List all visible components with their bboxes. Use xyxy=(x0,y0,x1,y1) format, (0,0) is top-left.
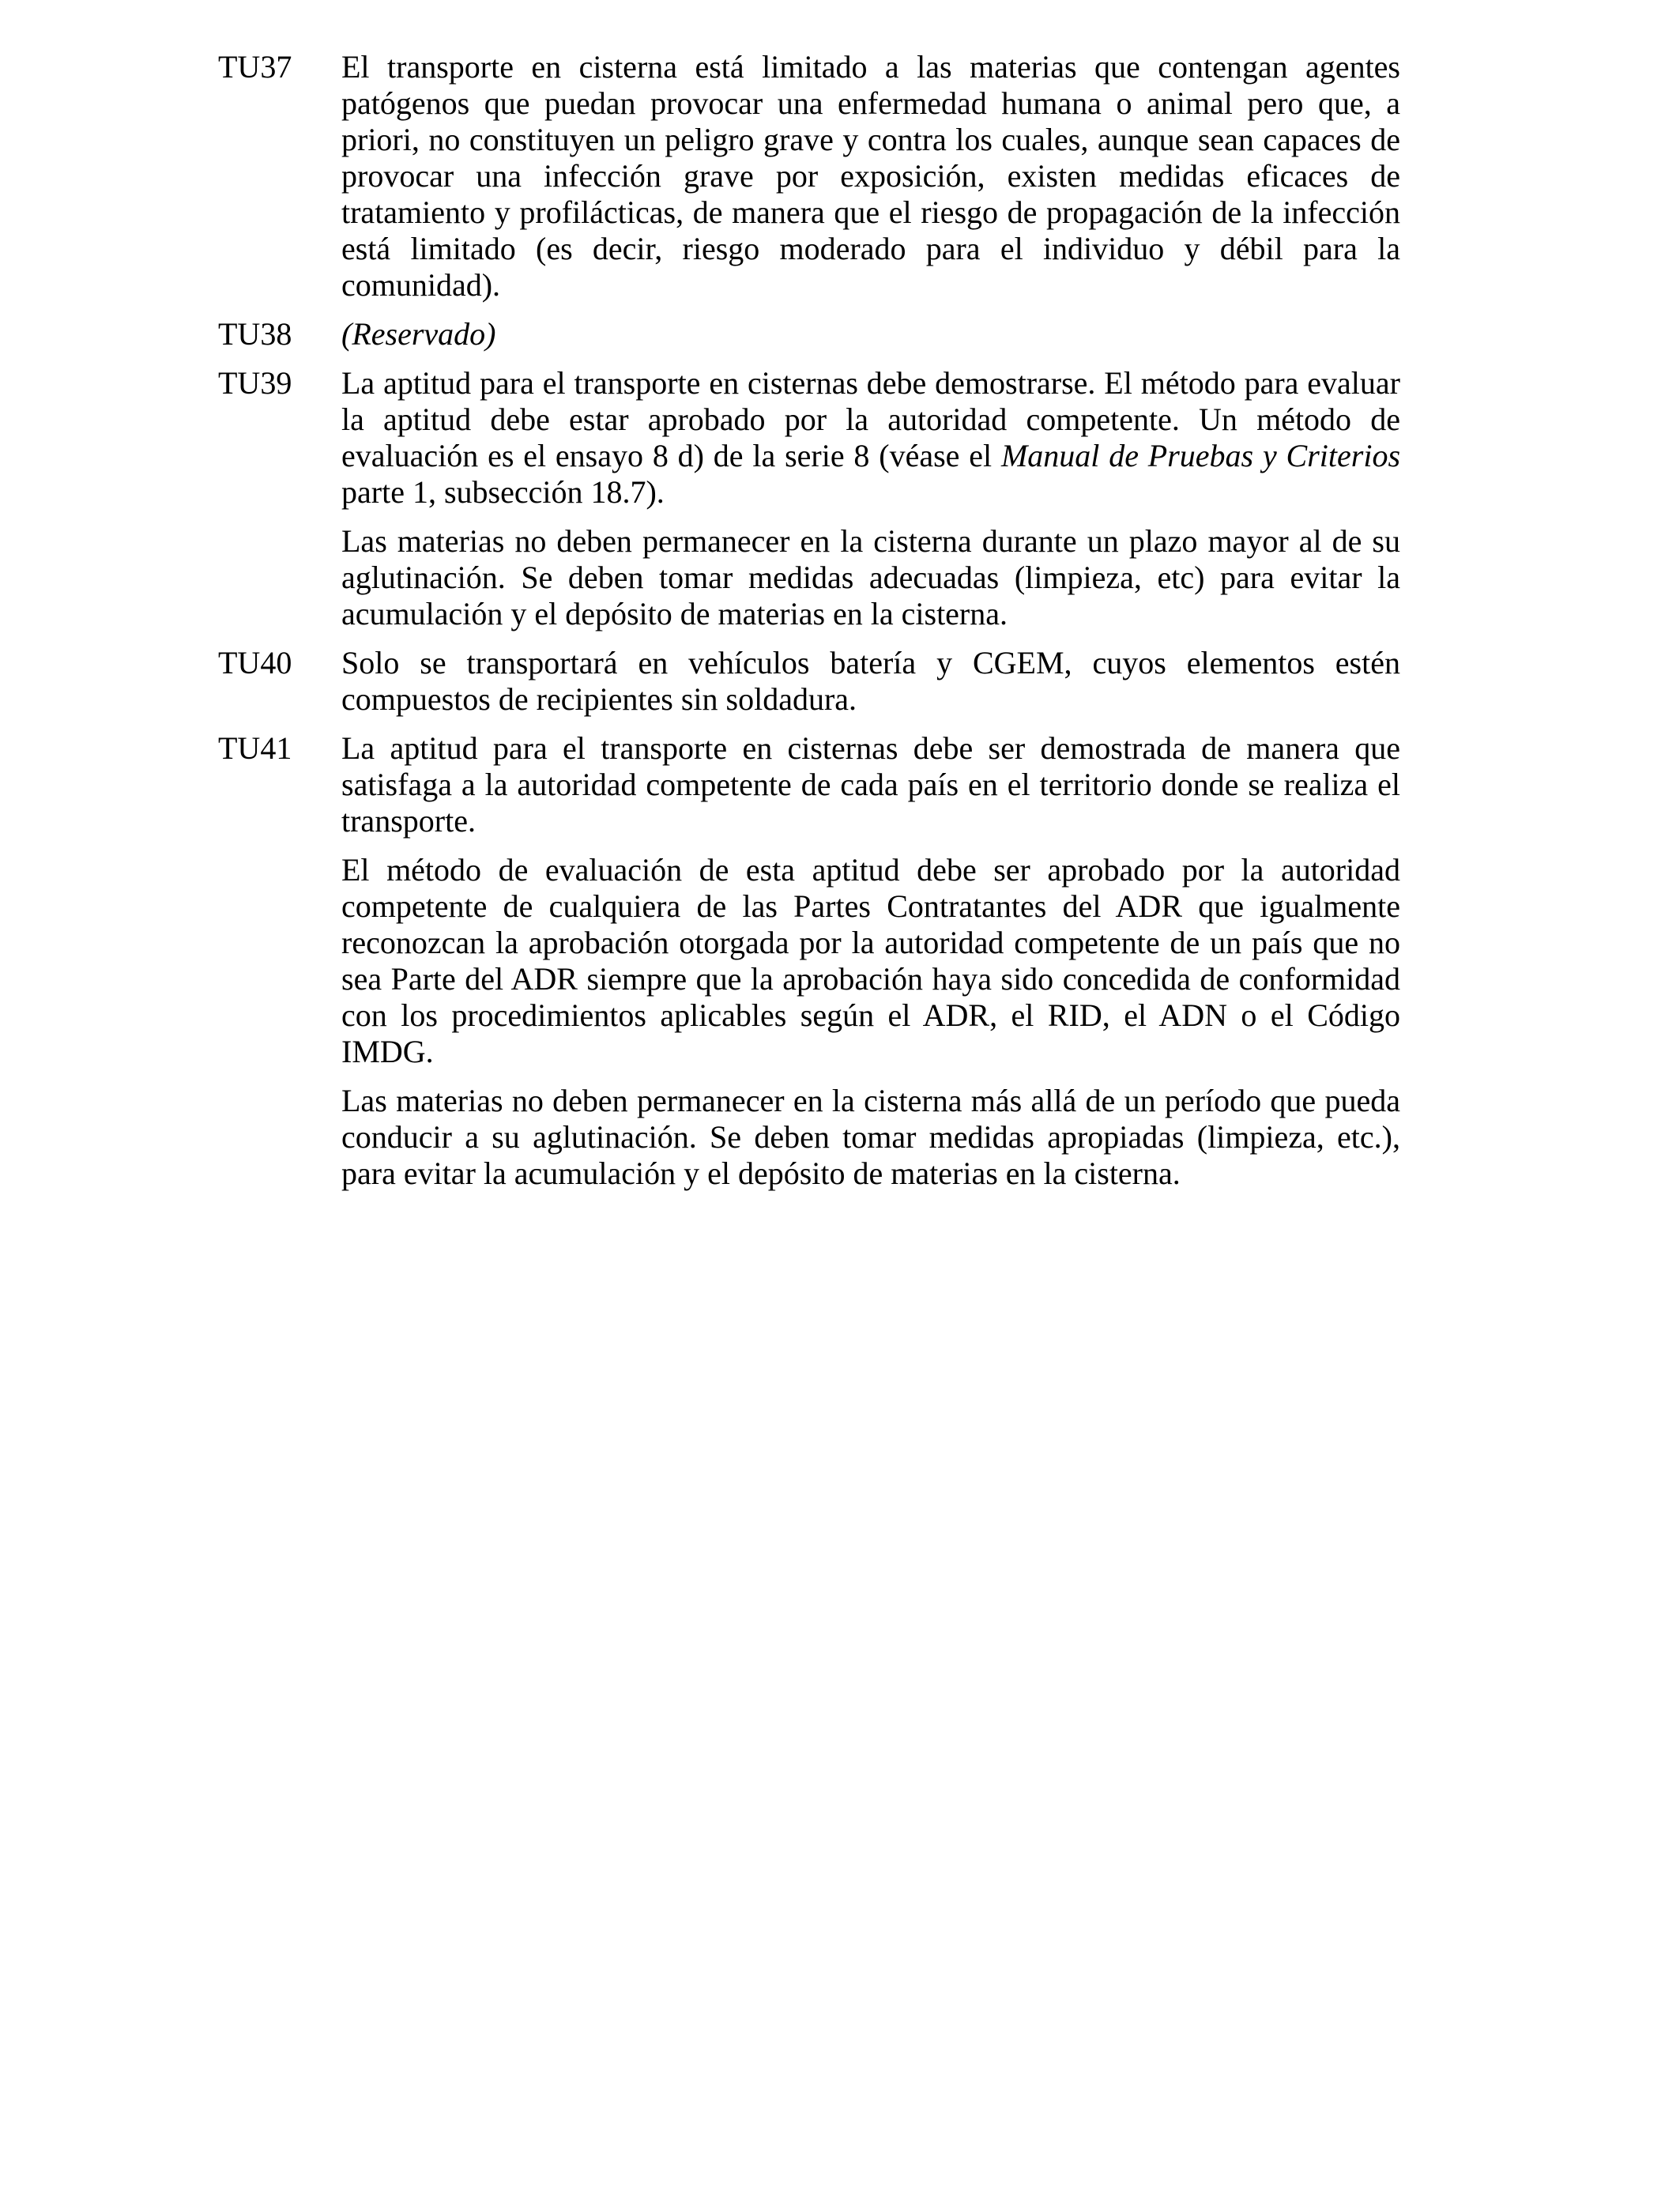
entry-paragraph: Las materias no deben permanecer en la cisterna durante un plazo mayor al de su aglutinación. Se deben tomar medidas adecuadas (limpieza, etc) para evitar la acumulación y el depósito de materias en la cisterna. xyxy=(341,523,1400,631)
entry-body xyxy=(341,365,1400,632)
entry-tu41 xyxy=(218,730,1403,1192)
entry-paragraph: Solo se transportará en vehículos batería y CGEM, cuyos elementos estén compuestos de recipientes sin soldadura. xyxy=(341,645,1400,717)
manual-title: Manual de Pruebas y Criterios xyxy=(1000,438,1401,473)
entry-tu38 xyxy=(218,316,1403,352)
entry-paragraph xyxy=(341,365,1400,511)
entry-tu39 xyxy=(218,365,1403,632)
entry-body xyxy=(341,49,1400,303)
paragraph-text: parte 1, subsección 18.7). xyxy=(341,474,665,510)
document-page xyxy=(218,49,1403,1204)
reserved-note: (Reservado) xyxy=(341,316,496,352)
entry-body xyxy=(341,730,1400,1192)
entry-body xyxy=(341,316,1400,352)
entry-code: TU41 xyxy=(218,730,292,766)
entry-paragraph: Las materias no deben permanecer en la cisterna más allá de un período que pueda conducir a su aglutinación. Se deben tomar medidas apropiadas (limpieza, etc.), para evitar la acumulación y el depósito de materias en la cisterna. xyxy=(341,1083,1400,1191)
entry-code: TU40 xyxy=(218,645,292,680)
entry-paragraph: La aptitud para el transporte en cisternas debe ser demostrada de manera que satisfaga a la autoridad competente de cada país en el territorio donde se realiza el transporte. xyxy=(341,730,1400,839)
entry-paragraph: El transporte en cisterna está limitado a las materias que contengan agentes patógenos que puedan provocar una enfermedad humana o animal pero que, a priori, no constituyen un peligro grave y contra los cuales, aunque sean capaces de provocar una infección grave por exposición, existen medidas eficaces de tratamiento y profilácticas, de manera que el riesgo de propagación de la infección está limitado (es decir, riesgo moderado para el individuo y débil para la comunidad). xyxy=(341,49,1400,303)
entry-code: TU37 xyxy=(218,49,292,85)
entry-tu40 xyxy=(218,645,1403,718)
entry-body xyxy=(341,645,1400,718)
entry-paragraph: El método de evaluación de esta aptitud debe ser aprobado por la autoridad competente de cualquiera de las Partes Contratantes del ADR que igualmente reconozcan la aprobación otorgada por la autoridad competente de un país que no sea Parte del ADR siempre que la aprobación haya sido concedida de conformidad con los procedimientos aplicables según el ADR, el RID, el ADN o el Código IMDG. xyxy=(341,852,1400,1069)
paragraph-text: La aptitud para el transporte en cisternas debe demostrarse. El método para evaluar la aptitud debe estar aprobado por la autoridad competente. Un método de evaluación es el ensayo 8 d) de la serie 8 (véase el xyxy=(341,365,1400,473)
entry-code: TU38 xyxy=(218,316,292,352)
entry-tu37 xyxy=(218,49,1403,303)
entry-code: TU39 xyxy=(218,365,292,401)
